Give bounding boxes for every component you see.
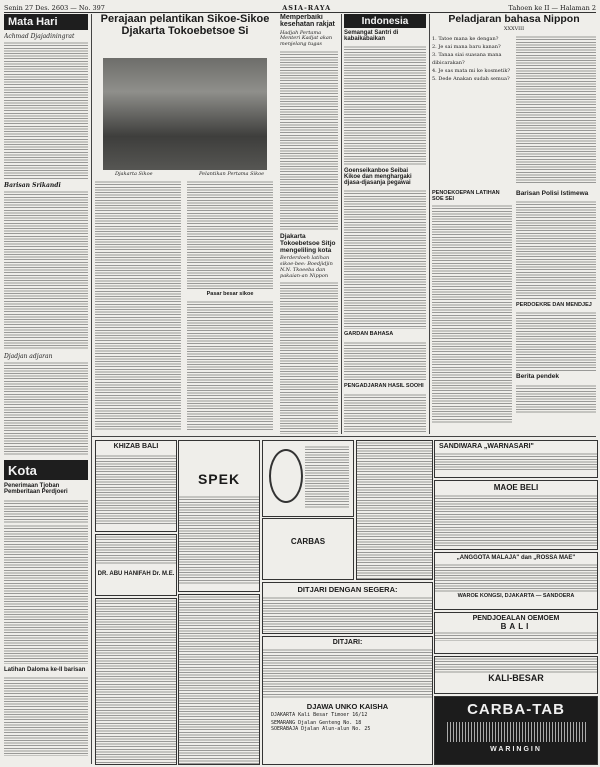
masthead xyxy=(4,3,596,13)
column-rule xyxy=(429,14,430,434)
text-block xyxy=(280,281,338,434)
nippon-lower xyxy=(432,189,596,425)
ad-khizab: KHIZAB BALI xyxy=(95,440,177,532)
nippon-headline: Peladjaran bahasa Nippon xyxy=(448,14,580,25)
ad-spek: SPEK xyxy=(178,440,260,592)
ad-carba-text xyxy=(445,722,587,742)
text-block xyxy=(4,499,88,524)
lead-story xyxy=(95,14,275,434)
text-block xyxy=(344,341,426,381)
nippon-h3: PERDOEKRE DAN MENDJEJ xyxy=(516,301,592,308)
column-mata-hari xyxy=(4,14,88,524)
lesson-item: 4. Je sas mata mi ke kosmetik? xyxy=(432,67,511,74)
ad-text xyxy=(356,440,433,580)
ad-djawa-unko: DITJARI: DJAWA UNKO KAISHA DJAKARTA Kali Besar Timoer 16/12 SEMARANG Djalan Genteng No. 18 SOERABAJA Djalan Alun-alun No. 25 xyxy=(262,636,433,765)
kesehatan-sub: Hadjah Pertama Menteri Kadjat akan menjelang tugas xyxy=(280,29,333,48)
kana-block xyxy=(516,35,596,185)
ad-perfume xyxy=(262,440,354,517)
lesson-block xyxy=(432,35,596,185)
kota-banner: Kota xyxy=(4,460,88,480)
kota-headline-2: Latihan Daloma ke-II barisan xyxy=(4,667,86,673)
ad-sandiwara: SANDIWARA „WARNASARI" xyxy=(434,440,598,478)
text-block xyxy=(344,393,426,433)
lead-text-right xyxy=(187,180,273,430)
text-block xyxy=(4,524,88,664)
text-block xyxy=(280,50,338,230)
ads-rule xyxy=(92,436,596,437)
lesson-item: 1. Tatoe mana ke dengan? xyxy=(432,35,499,42)
lesson-item: 5. Dede Anakan sudah semua? xyxy=(432,75,510,82)
text-block xyxy=(432,204,512,424)
ad-pendjoealan: PENDJOEALAN OEMOEM BALI xyxy=(434,612,598,654)
ad-ditjari: DITJARI DENGAN SEGERA: xyxy=(262,582,433,634)
ad-anggota: „ANGGOTA MALAJA" dan „ROSSA MAE" WAROE KONGSI, DJAKARTA — SANDOERA xyxy=(434,552,598,610)
indonesia-h2: Goenseikanboe Seibai Kikoe dan menghargaki djasa-djasanja pegawai xyxy=(344,167,412,187)
photo-caption-2: Pelantikan Pertama Sikoe xyxy=(199,171,265,177)
lesson-item: 2. Je sai mana baru kanan? xyxy=(432,43,501,50)
lesson-item: 3. Tanaa siai suasana mana dibicarakan? xyxy=(432,51,502,66)
nippon-h2: Barisan Polisi Istimewa xyxy=(516,189,589,197)
lesson-items xyxy=(432,35,512,185)
ad-listing xyxy=(178,594,260,765)
text-block xyxy=(4,361,88,456)
masthead-page: Tahoen ke II — Halaman 2 xyxy=(508,3,596,12)
text-block xyxy=(516,384,596,414)
ad-kali-besar: KALI-BESAR xyxy=(434,656,598,694)
text-block xyxy=(4,676,88,756)
column-kota-cont xyxy=(4,524,88,764)
column-rule xyxy=(91,14,92,764)
nippon-number: XXXVIII xyxy=(503,26,525,33)
ad-abu-hanifah: DR. ABU HANIFAH Dr. M.E. xyxy=(95,534,177,596)
ad-carba-tab: CARBA-TAB WARINGIN xyxy=(434,696,598,765)
ad-carbas: CARBAS xyxy=(262,518,354,580)
masthead-title: ASIA-RAYA xyxy=(282,3,332,12)
lead-subhead: Pasar besar sikoe xyxy=(206,291,254,297)
column-kesehatan xyxy=(280,14,338,434)
lead-photo xyxy=(103,58,267,170)
section-sub-1: Achmad Djajadiningrat xyxy=(4,33,75,40)
masthead-date: Senin 27 Des. 2603 — No. 397 xyxy=(4,3,105,12)
column-rule xyxy=(341,14,342,434)
indonesia-h5: PENGADJARAN HASIL SOOHI xyxy=(344,383,424,390)
section-sub-3: Djadjan adjaran xyxy=(4,353,53,360)
lead-text-left xyxy=(95,180,181,430)
product-icon xyxy=(269,449,303,503)
tokoebetsoe-sub: Berderdoeh latihan sikoe-bee: Boedjidjin N.N. Tkoeeba dan pakaian-an Nippon xyxy=(280,255,333,279)
indonesia-banner: Indonesia xyxy=(344,14,426,28)
nippon-h4: Berita pendek xyxy=(516,373,559,381)
column-indonesia xyxy=(344,14,426,434)
text-block xyxy=(344,189,426,329)
indonesia-h3: GARDAN BAHASA xyxy=(344,331,394,338)
text-block xyxy=(516,311,596,371)
text-block xyxy=(516,200,596,300)
text-block xyxy=(4,190,88,350)
ad-maoe-beli: MAOE BELI xyxy=(434,480,598,550)
text-block xyxy=(4,41,88,179)
kesehatan-headline: Memperbaiki kesehatan rakjat xyxy=(280,14,335,29)
section-sub-2: Barisan Srikandi xyxy=(4,182,61,189)
photo-caption-1: Djakarta Sikoe xyxy=(115,171,153,177)
kota-headline: Penerimaan Tjoban Pemberitaan Perdjoeri xyxy=(4,483,68,496)
column-nippon xyxy=(432,14,596,434)
nippon-h1: PENOEKOEPAN LATIHAN SOE SEI xyxy=(432,189,500,202)
lead-headline: Perajaan pelantikan Sikoe-Sikoe Djakarta Tokoebetsoe Si xyxy=(100,14,270,37)
tokoebetsoe-headline: Djakarta Tokoebetsoe Sitjo mengeliling kota xyxy=(280,232,336,254)
text-block xyxy=(344,45,426,165)
mata-hari-banner: Mata Hari xyxy=(4,14,88,30)
indonesia-h1: Semangat Santri di kabaikabaikan xyxy=(344,30,399,43)
ad-column xyxy=(95,598,177,765)
